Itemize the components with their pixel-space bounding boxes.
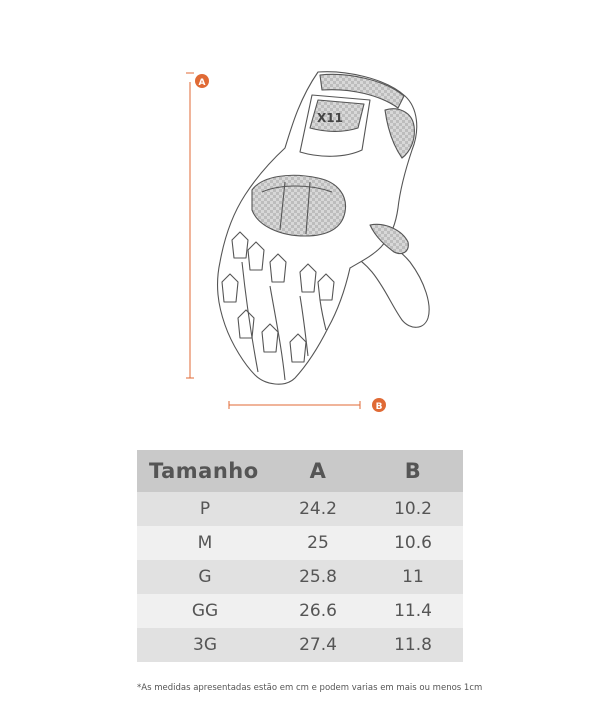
- size-table: [137, 450, 463, 662]
- b-cell: 11.4: [394, 601, 432, 621]
- table-header-row: [137, 450, 463, 492]
- table-row: [137, 526, 463, 560]
- a-cell: 24.2: [299, 499, 337, 519]
- measurement-a: [186, 73, 209, 378]
- header-b: B: [404, 459, 422, 483]
- table-row: [137, 560, 463, 594]
- footnote: *As medidas apresentadas estão em cm e podem varias em mais ou menos 1cm: [137, 683, 483, 693]
- table-row: [137, 628, 463, 662]
- size-cell: 3G: [193, 635, 217, 655]
- a-cell: 26.6: [299, 601, 337, 621]
- a-cell: 25.8: [299, 567, 337, 587]
- size-cell: M: [197, 533, 213, 553]
- b-cell: 10.6: [394, 533, 432, 553]
- glove-logo: X11: [317, 111, 343, 125]
- header-a: A: [309, 459, 327, 483]
- a-cell: 25: [307, 533, 329, 553]
- size-cell: P: [199, 499, 211, 519]
- label-b: B: [375, 402, 383, 412]
- b-cell: 11: [402, 567, 424, 587]
- a-cell: 27.4: [299, 635, 337, 655]
- b-cell: 10.2: [394, 499, 432, 519]
- measurement-b: [229, 398, 386, 412]
- header-tamanho: Tamanho: [149, 459, 259, 483]
- label-a: A: [198, 78, 206, 88]
- b-cell: 11.8: [394, 635, 432, 655]
- table-row: [137, 492, 463, 526]
- table-row: [137, 594, 463, 628]
- size-cell: GG: [191, 601, 219, 621]
- size-cell: G: [198, 567, 212, 587]
